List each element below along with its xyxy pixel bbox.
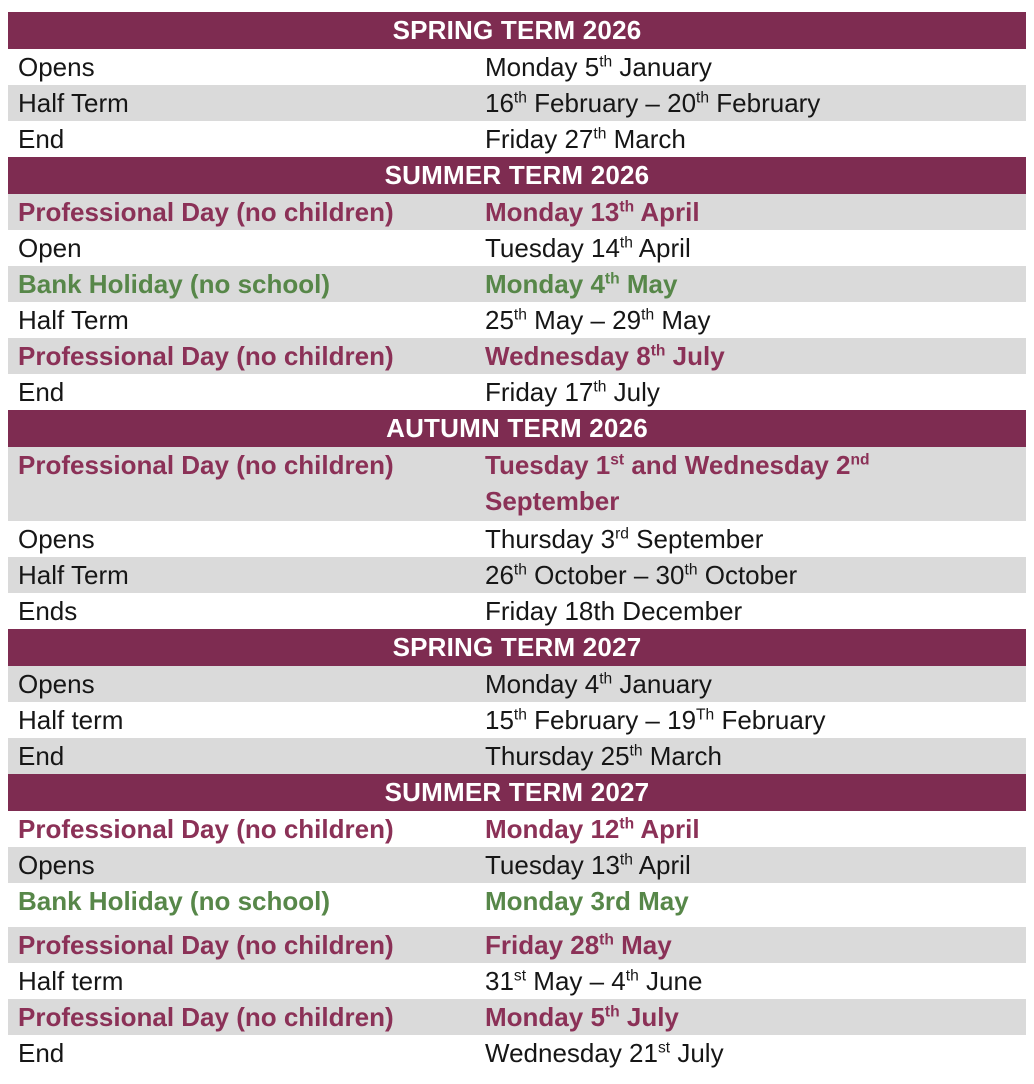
row-label: Professional Day (no children) [18, 450, 394, 480]
row-value: Monday 3rd May [485, 886, 689, 916]
row-value: Tuesday 14th April [485, 233, 691, 263]
term-row [8, 85, 1026, 121]
term-row [8, 194, 1026, 230]
row-label: Opens [18, 669, 95, 699]
term-header-summer-term-2027: SUMMER TERM 2027 [8, 774, 1026, 811]
row-label: End [18, 377, 65, 407]
term-row [8, 521, 1026, 557]
term-row [8, 738, 1026, 774]
row-label: Half Term [18, 88, 129, 118]
term-row [8, 1035, 1026, 1071]
row-value: Wednesday 21st July [485, 1038, 724, 1068]
term-header-spring-term-2026: SPRING TERM 2026 [8, 12, 1026, 49]
row-label: Professional Day (no children) [18, 1002, 394, 1032]
row-label: Opens [18, 52, 95, 82]
row-value: Tuesday 13th April [485, 850, 691, 880]
row-label: End [18, 741, 65, 771]
row-label: Half term [18, 705, 124, 735]
term-row [8, 121, 1026, 157]
term-header-summer-term-2026: SUMMER TERM 2026 [8, 157, 1026, 194]
row-label: Professional Day (no children) [18, 341, 394, 371]
row-value: Friday 18th December [485, 596, 743, 626]
row-label: Open [18, 233, 82, 263]
row-value: Thursday 3rd September [485, 524, 764, 554]
row-label: Opens [18, 524, 95, 554]
term-row [8, 557, 1026, 593]
term-row [8, 847, 1026, 883]
row-value: 16th February – 20th February [485, 88, 821, 118]
term-row [8, 302, 1026, 338]
row-label: Half Term [18, 305, 129, 335]
row-value: Monday 5th July [485, 1002, 679, 1032]
term-row [8, 593, 1026, 629]
row-label: Bank Holiday (no school) [18, 886, 331, 916]
term-row [8, 49, 1026, 85]
term-row [8, 374, 1026, 410]
row-value: Wednesday 8th July [485, 341, 725, 371]
term-row [8, 927, 1026, 963]
row-value: Monday 4th May [485, 269, 678, 299]
term-row [8, 666, 1026, 702]
row-label: Half Term [18, 560, 129, 590]
row-value: Monday 12th April [485, 814, 700, 844]
term-header-autumn-term-2026: AUTUMN TERM 2026 [8, 410, 1026, 447]
term-row [8, 963, 1026, 999]
row-label: Professional Day (no children) [18, 930, 394, 960]
row-label: End [18, 1038, 65, 1068]
term-row [8, 811, 1026, 847]
term-row [8, 266, 1026, 302]
row-value: Monday 5th January [485, 52, 712, 82]
row-value: Monday 13th April [485, 197, 700, 227]
row-value: 15th February – 19Th February [485, 705, 826, 735]
row-value: Tuesday 1st and Wednesday 2nd September [485, 450, 870, 516]
row-label: Professional Day (no children) [18, 814, 394, 844]
row-value: 31st May – 4th June [485, 966, 703, 996]
row-value: Friday 28th May [485, 930, 672, 960]
term-row [8, 230, 1026, 266]
term-row [8, 338, 1026, 374]
row-value: 26th October – 30th October [485, 560, 798, 590]
row-value: Monday 4th January [485, 669, 712, 699]
row-value: Friday 17th July [485, 377, 660, 407]
term-dates-table [8, 12, 1026, 1071]
row-label: Professional Day (no children) [18, 197, 394, 227]
row-value: 25th May – 29th May [485, 305, 711, 335]
row-label: Ends [18, 596, 78, 626]
row-label: End [18, 124, 65, 154]
term-row [8, 999, 1026, 1035]
row-label: Bank Holiday (no school) [18, 269, 331, 299]
row-label: Opens [18, 850, 95, 880]
term-row [8, 447, 1026, 521]
row-label: Half term [18, 966, 124, 996]
term-row [8, 883, 1026, 927]
row-value: Friday 27th March [485, 124, 686, 154]
term-header-spring-term-2027: SPRING TERM 2027 [8, 629, 1026, 666]
term-row [8, 702, 1026, 738]
row-value: Thursday 25th March [485, 741, 723, 771]
